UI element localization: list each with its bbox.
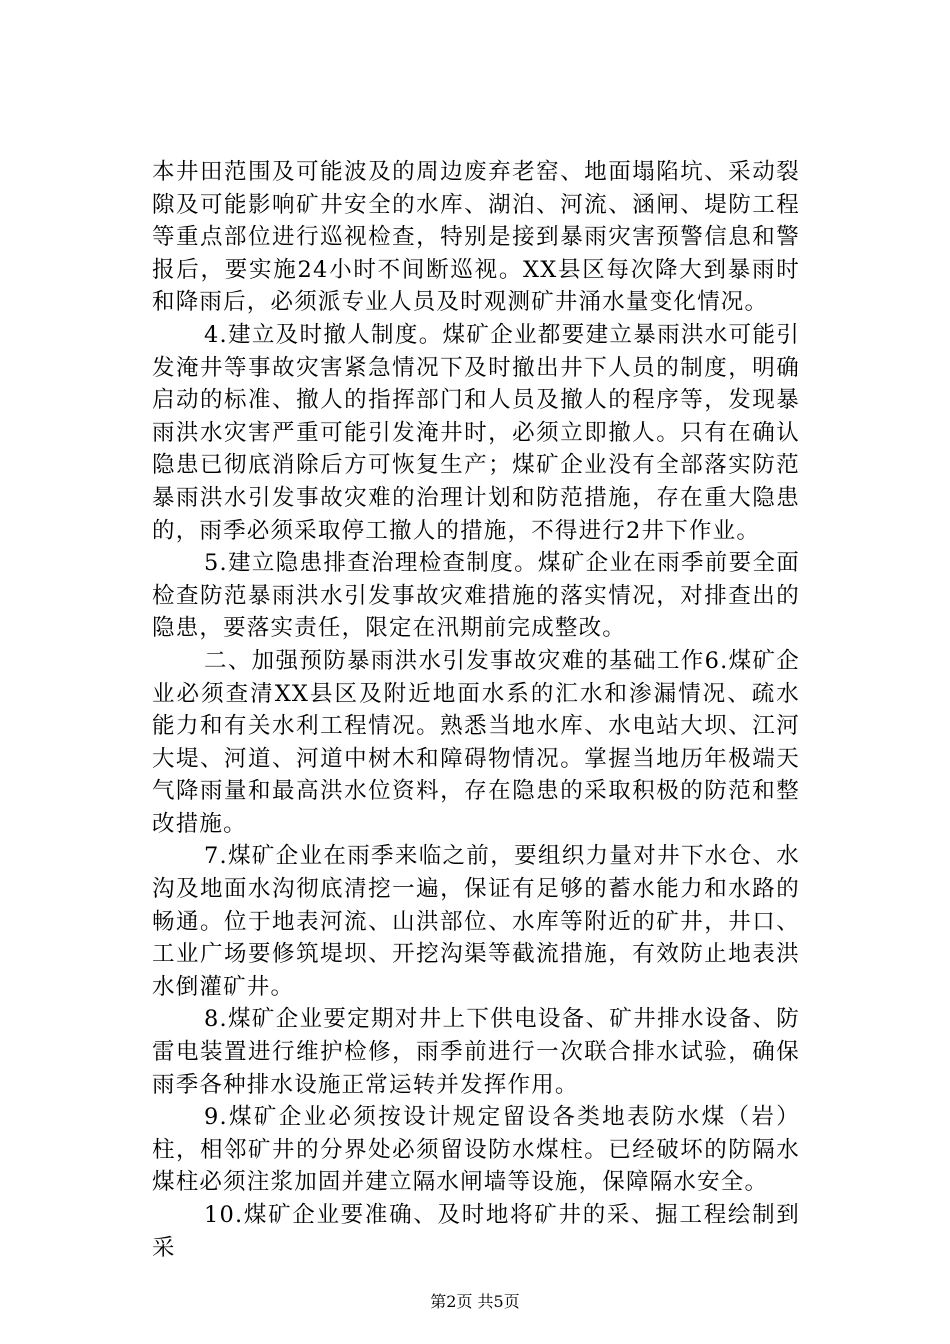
paragraph-5: 7.煤矿企业在雨季来临之前，要组织力量对井下水仓、水沟及地面水沟彻底清挖一遍，保证有足够的蓄水能力和水路的畅通。位于地表河流、山洪部位、水库等附近的矿井，井口、工业广场要修筑堤坝、开挖沟渠等截流措施，有效防止地表洪水倒灌矿井。 — [152, 843, 800, 1000]
paragraph-4: 二、加强预防暴雨洪水引发事故灾难的基础工作6.煤矿企业必须查清XX县区及附近地面水系的汇水和渗漏情况、疏水能力和有关水利工程情况。熟悉当地水库、水电站大坝、江河大堤、河道、河道中树木和障碍物情况。掌握当地历年极端天气降雨量和最高洪水位资料，存在隐患的采取积极的防范和整改措施。 — [152, 647, 800, 837]
document-body — [152, 156, 800, 1264]
paragraph-6: 8.煤矿企业要定期对井上下供电设备、矿井排水设备、防雷电装置进行维护检修，雨季前进行一次联合排水试验，确保雨季各种排水设施正常运转并发挥作用。 — [152, 1006, 800, 1098]
page-footer — [0, 1292, 950, 1312]
paragraph-8: 10.煤矿企业要准确、及时地将矿井的采、掘工程绘制到采 — [152, 1202, 800, 1261]
paragraph-3: 5.建立隐患排查治理检查制度。煤矿企业在雨季前要全面检查防范暴雨洪水引发事故灾难措施的落实情况，对排查出的隐患，要落实责任，限定在汛期前完成整改。 — [152, 550, 800, 642]
page-number: 第2页 共5页 — [430, 1292, 520, 1311]
paragraph-1: 本井田范围及可能波及的周边废弃老窑、地面塌陷坑、采动裂隙及可能影响矿井安全的水库、湖泊、河流、涵闸、堤防工程等重点部位进行巡视检查，特别是接到暴雨灾害预警信息和警报后，要实施24小时不间断巡视。XX县区每次降大到暴雨时和降雨后，必须派专业人员及时观测矿井涌水量变化情况。 — [152, 159, 800, 316]
paragraph-2: 4.建立及时撤人制度。煤矿企业都要建立暴雨洪水可能引发淹井等事故灾害紧急情况下及时撤出井下人员的制度，明确启动的标准、撤人的指挥部门和人员及撤人的程序等，发现暴雨洪水灾害严重可能引发淹井时，必须立即撤人。只有在确认隐患已彻底消除后方可恢复生产；煤矿企业没有全部落实防范暴雨洪水引发事故灾难的治理计划和防范措施，存在重大隐患的，雨季必须采取停工撤人的措施，不得进行2井下作业。 — [152, 321, 800, 544]
paragraph-7: 9.煤矿企业必须按设计规定留设各类地表防水煤（岩）柱，相邻矿井的分界处必须留设防水煤柱。已经破坏的防隔水煤柱必须注浆加固并建立隔水闸墙等设施，保障隔水安全。 — [152, 1104, 800, 1196]
